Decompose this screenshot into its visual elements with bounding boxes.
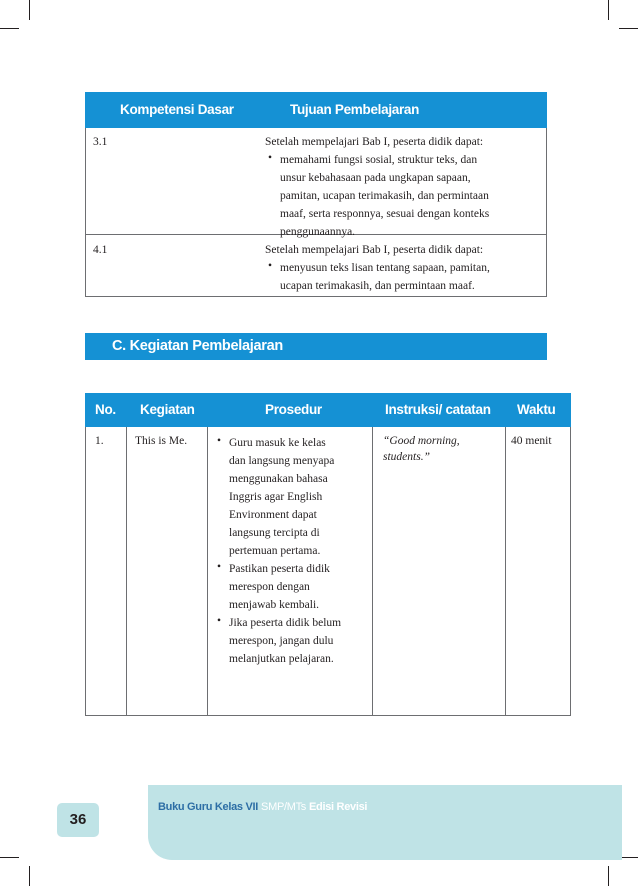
book-title: Buku Guru Kelas VII — [158, 801, 259, 813]
list-item — [217, 559, 369, 613]
bullet-icon: • — [217, 615, 222, 627]
tujuan-cell — [265, 242, 543, 294]
column-divider — [207, 427, 208, 715]
tujuan-bullet-list — [265, 150, 543, 240]
book-edition: Edisi Revisi — [309, 801, 368, 813]
list-item — [217, 613, 369, 667]
crop-mark-top-right-horizontal — [619, 28, 638, 29]
kd-number: 4.1 — [93, 244, 108, 256]
header-kegiatan: Kegiatan — [140, 402, 195, 417]
table-row — [85, 128, 547, 238]
table-row — [85, 427, 571, 716]
kompetensi-table-header — [85, 92, 547, 128]
bullet-icon: • — [217, 435, 222, 447]
instruksi-text: “Good morning, students.” — [383, 435, 460, 463]
kegiatan-table — [85, 393, 571, 716]
footer-book-title — [158, 801, 367, 813]
crop-mark-top-left-horizontal — [0, 28, 19, 29]
page-number-box — [57, 803, 99, 837]
prosedur-step-text: Guru masuk ke kelas dan langsung menyapa menggunakan bahasa Inggris agar English Environment dapat langsung tercipta di pertemuan pertama. — [229, 437, 335, 557]
header-kompetensi-dasar: Kompetensi Dasar — [120, 102, 234, 117]
header-prosedur: Prosedur — [265, 402, 322, 417]
tujuan-intro: Setelah mempelajari Bab I, peserta didik dapat: — [265, 244, 484, 256]
tujuan-bullet-list — [265, 258, 543, 294]
table-row — [85, 235, 547, 297]
tujuan-intro: Setelah mempelajari Bab I, peserta didik dapat: — [265, 136, 484, 148]
list-item — [268, 150, 543, 240]
prosedur-step-text: Pastikan peserta didik merespon dengan menjawab kembali. — [229, 563, 330, 611]
prosedur-step-text: Jika peserta didik belum merespon, jangan dulu melanjutkan pelajaran. — [229, 617, 342, 665]
tujuan-cell — [265, 134, 543, 240]
tujuan-bullet-text: memahami fungsi sosial, struktur teks, dan unsur kebahasaan pada ungkapan sapaan, pamitan, ucapan terimakasih, dan permintaan maaf, serta responnya, sesuai dengan konteks penggunaannya. — [280, 154, 490, 238]
kd-number: 3.1 — [93, 136, 108, 148]
bullet-icon: • — [268, 260, 273, 272]
book-level: SMP/MTs — [261, 801, 307, 813]
kompetensi-table — [85, 92, 547, 297]
crop-mark-top-right-vertical — [608, 0, 609, 20]
waktu-text: 40 menit — [511, 435, 552, 447]
bullet-icon: • — [217, 561, 222, 573]
crop-mark-bottom-left-vertical — [29, 866, 30, 886]
column-divider — [126, 427, 127, 715]
crop-mark-top-left-vertical — [29, 0, 30, 20]
section-heading-bar — [85, 333, 547, 360]
header-tujuan-pembelajaran: Tujuan Pembelajaran — [290, 102, 420, 117]
footer-band — [148, 785, 622, 860]
prosedur-cell — [217, 433, 369, 667]
column-divider — [372, 427, 373, 715]
header-no: No. — [95, 402, 116, 417]
page-number: 36 — [69, 811, 87, 828]
row-number: 1. — [95, 435, 104, 447]
header-waktu: Waktu — [517, 402, 556, 417]
crop-mark-bottom-left-horizontal — [0, 857, 19, 858]
crop-mark-bottom-right-vertical — [608, 866, 609, 886]
list-item — [268, 258, 543, 294]
prosedur-bullet-list — [217, 433, 369, 667]
column-divider — [505, 427, 506, 715]
bullet-icon: • — [268, 152, 273, 164]
section-title: C. Kegiatan Pembelajaran — [112, 338, 283, 354]
tujuan-bullet-text: menyusun teks lisan tentang sapaan, pamitan, ucapan terimakasih, dan permintaan maaf. — [280, 262, 490, 292]
kegiatan-table-header — [85, 393, 571, 427]
kegiatan-name: This is Me. — [135, 435, 188, 447]
list-item — [217, 433, 369, 559]
header-instruksi-catatan: Instruksi/ catatan — [385, 402, 491, 417]
